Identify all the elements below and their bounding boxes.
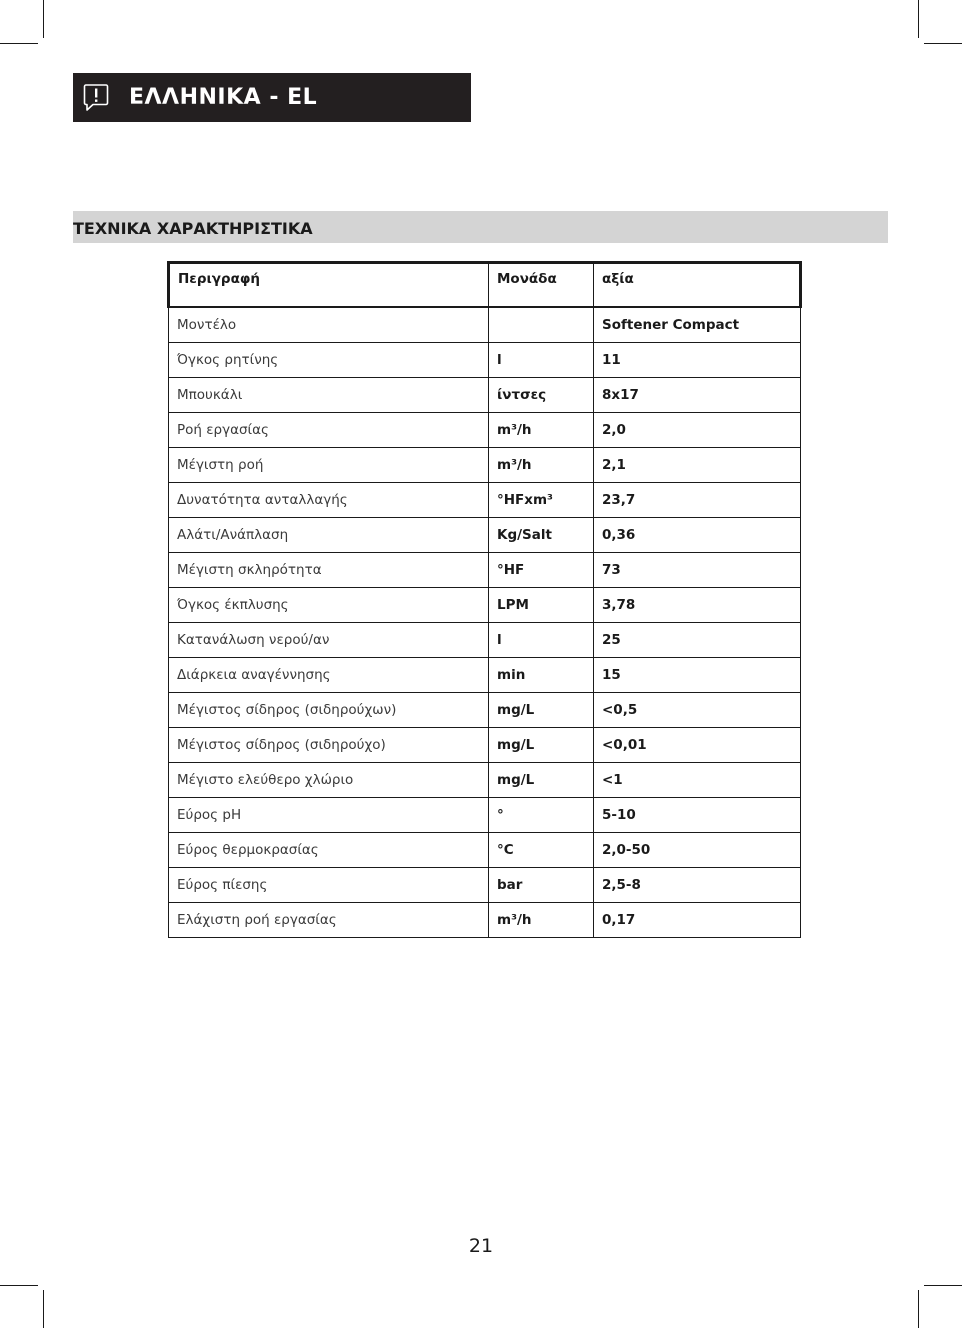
spec-unit: bar (489, 868, 594, 903)
spec-description: Όγκος ρητίνης (169, 343, 489, 378)
crop-mark (918, 1290, 919, 1328)
spec-unit: mg/L (489, 693, 594, 728)
info-exclamation-icon (83, 82, 109, 114)
table-row (169, 343, 801, 378)
spec-unit: mg/L (489, 728, 594, 763)
table-row (169, 623, 801, 658)
crop-mark (43, 0, 44, 38)
spec-description: Μοντέλο (169, 307, 489, 343)
table-row (169, 307, 801, 343)
spec-description: Εύρος πίεσης (169, 868, 489, 903)
spec-unit: ° (489, 798, 594, 833)
spec-value: Softener Compact (594, 307, 801, 343)
spec-value: 25 (594, 623, 801, 658)
spec-unit: l (489, 343, 594, 378)
spec-description: Όγκος έκπλυσης (169, 588, 489, 623)
column-header-value: αξία (594, 263, 801, 308)
spec-description: Εύρος θερμοκρασίας (169, 833, 489, 868)
spec-unit: LPM (489, 588, 594, 623)
table-row (169, 903, 801, 938)
section-title: ΤΕΧΝΙΚΑ ΧΑΡΑΚΤΗΡΙΣΤΙΚΑ (73, 218, 313, 238)
page-number: 21 (468, 1235, 494, 1257)
table-row (169, 588, 801, 623)
spec-description: Ροή εργασίας (169, 413, 489, 448)
spec-description: Μέγιστη ροή (169, 448, 489, 483)
spec-value: 8x17 (594, 378, 801, 413)
table-row (169, 833, 801, 868)
spec-unit: l (489, 623, 594, 658)
spec-description: Αλάτι/Ανάπλαση (169, 518, 489, 553)
table-row (169, 763, 801, 798)
table-row (169, 728, 801, 763)
spec-unit: m³/h (489, 448, 594, 483)
spec-value: <0,5 (594, 693, 801, 728)
spec-value: 0,36 (594, 518, 801, 553)
crop-mark (924, 1285, 962, 1286)
section-header (73, 211, 888, 243)
spec-description: Μέγιστο ελεύθερο χλώριο (169, 763, 489, 798)
spec-unit: ίντσες (489, 378, 594, 413)
spec-unit: Kg/Salt (489, 518, 594, 553)
spec-value: <0,01 (594, 728, 801, 763)
crop-mark (924, 43, 962, 44)
table-row (169, 658, 801, 693)
spec-unit: °HF (489, 553, 594, 588)
spec-value: 2,0-50 (594, 833, 801, 868)
crop-mark (0, 43, 38, 44)
spec-description: Μέγιστος σίδηρος (σιδηρούχο) (169, 728, 489, 763)
table-row (169, 798, 801, 833)
spec-value: 15 (594, 658, 801, 693)
spec-unit: m³/h (489, 903, 594, 938)
table-row (169, 868, 801, 903)
crop-mark (43, 1290, 44, 1328)
spec-description: Μέγιστος σίδηρος (σιδηρούχων) (169, 693, 489, 728)
spec-description: Εύρος pH (169, 798, 489, 833)
spec-value: 3,78 (594, 588, 801, 623)
spec-value: 73 (594, 553, 801, 588)
spec-unit: mg/L (489, 763, 594, 798)
spec-value: <1 (594, 763, 801, 798)
spec-description: Δυνατότητα ανταλλαγής (169, 483, 489, 518)
spec-unit (489, 307, 594, 343)
table-header-row (169, 263, 801, 308)
table-row (169, 518, 801, 553)
spec-description: Διάρκεια αναγέννησης (169, 658, 489, 693)
table-row (169, 553, 801, 588)
spec-description: Ελάχιστη ροή εργασίας (169, 903, 489, 938)
spec-description: Κατανάλωση νερού/αν (169, 623, 489, 658)
crop-mark (918, 0, 919, 38)
column-header-description: Περιγραφή (169, 263, 489, 308)
table-row (169, 448, 801, 483)
spec-unit: m³/h (489, 413, 594, 448)
table-row (169, 378, 801, 413)
table-row (169, 413, 801, 448)
spec-value: 5-10 (594, 798, 801, 833)
spec-value: 2,1 (594, 448, 801, 483)
spec-value: 11 (594, 343, 801, 378)
spec-value: 23,7 (594, 483, 801, 518)
spec-unit: min (489, 658, 594, 693)
spec-value: 2,5-8 (594, 868, 801, 903)
spec-value: 0,17 (594, 903, 801, 938)
crop-mark (0, 1285, 38, 1286)
table-row (169, 483, 801, 518)
spec-unit: °HFxm³ (489, 483, 594, 518)
language-banner (73, 73, 471, 122)
spec-description: Μέγιστη σκληρότητα (169, 553, 489, 588)
table-row (169, 693, 801, 728)
specifications-table (167, 261, 802, 938)
spec-value: 2,0 (594, 413, 801, 448)
spec-unit: °C (489, 833, 594, 868)
column-header-unit: Μονάδα (489, 263, 594, 308)
language-title: ΕΛΛΗΝΙΚΑ - EL (129, 85, 318, 110)
spec-description: Μπουκάλι (169, 378, 489, 413)
